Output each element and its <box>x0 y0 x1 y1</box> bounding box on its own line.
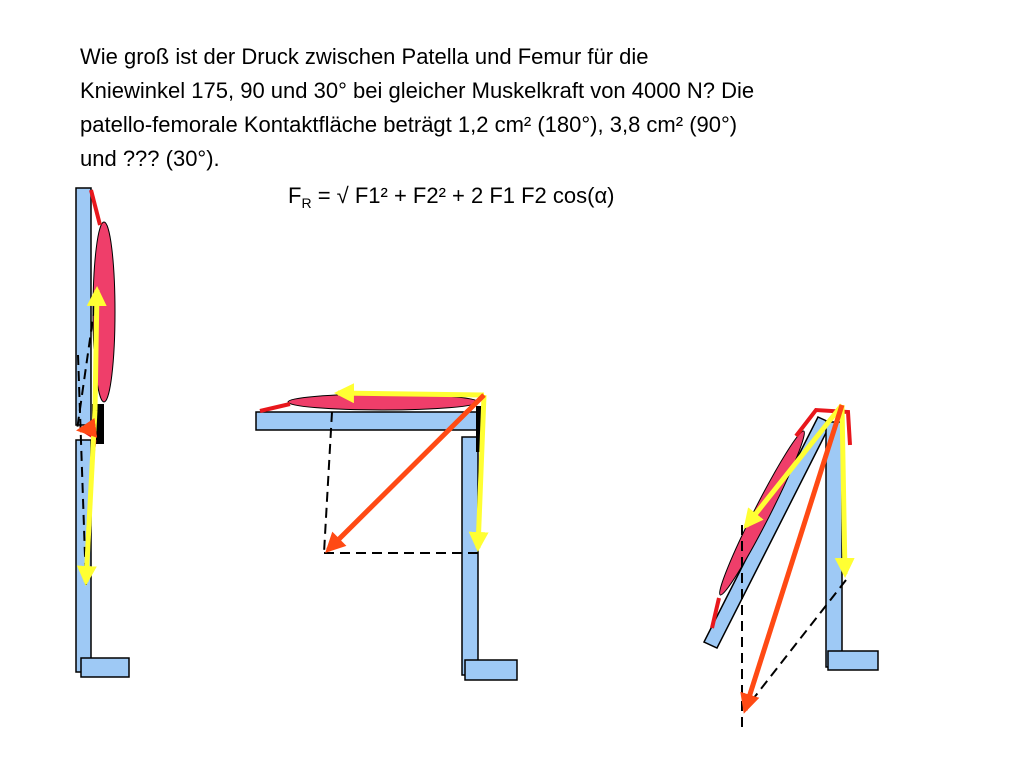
quadriceps-muscle <box>713 427 811 598</box>
formula-subscript: R <box>301 195 312 211</box>
femur-bone <box>704 417 831 648</box>
question-line: patello-femorale Kontaktfläche beträgt 1,2 cm² (180°), 3,8 cm² (90°) <box>80 112 738 137</box>
quadriceps-tendon <box>260 404 290 411</box>
resultant-force-arrow <box>80 428 95 430</box>
tibia-bone <box>826 422 842 667</box>
quadriceps-tendon <box>91 190 100 225</box>
femur-bone <box>256 412 478 430</box>
formula-symbol: F <box>288 183 302 208</box>
formula-expression: = √ F1² + F2² + 2 F1 F2 cos(α) <box>311 183 615 208</box>
knee-30-degree-diagram <box>704 405 878 728</box>
foot-block <box>81 658 129 677</box>
knee-90-degree-diagram <box>256 393 517 680</box>
tibia-bone <box>462 437 478 675</box>
patellar-tendon-force-arrow <box>842 405 845 574</box>
construction-line <box>324 412 332 553</box>
foot-block <box>828 651 878 670</box>
question-line: Wie groß ist der Druck zwischen Patella und Femur für die <box>80 44 649 69</box>
question-line: Kniewinkel 175, 90 und 30° bei gleicher Muskelkraft von 4000 N? Die <box>80 78 755 103</box>
knee-extended-diagram <box>76 188 129 677</box>
foot-block <box>465 660 517 680</box>
quadriceps-force-arrow <box>95 290 97 410</box>
question-line: und ??? (30°). <box>80 146 220 171</box>
quadriceps-force-arrow <box>338 393 484 395</box>
